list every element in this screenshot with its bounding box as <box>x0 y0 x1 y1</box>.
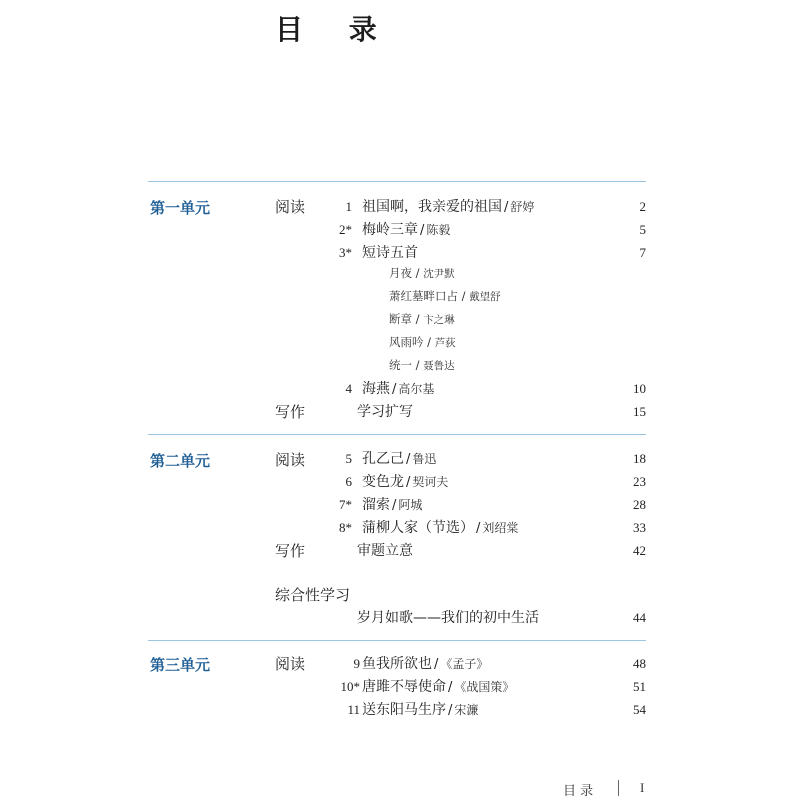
entry-title: 祖国啊，我亲爱的祖国 / 舒婷 <box>362 199 535 215</box>
category-writing: 写作 <box>275 542 306 560</box>
entry-page: 44 <box>633 610 646 625</box>
entry-number: 2* <box>339 222 352 237</box>
entry-title: 送东阳马生序 / 宋濂 <box>362 702 479 718</box>
entry-author: 陈毅 <box>426 223 451 237</box>
entry-page: 48 <box>633 656 646 671</box>
subpoem-author: 卞之琳 <box>423 314 455 326</box>
entry-number: 3* <box>339 245 352 260</box>
entry-page: 15 <box>633 404 646 419</box>
entry-page: 2 <box>639 199 646 214</box>
entry-title-text: 孔乙己 <box>362 451 404 467</box>
entry-number: 6 <box>345 474 352 489</box>
entry-page: 7 <box>639 245 646 260</box>
entry-page: 28 <box>633 497 646 512</box>
entry-title: 审题立意 <box>357 543 413 559</box>
subpoem-author: 聂鲁达 <box>423 360 455 372</box>
subpoem-title: 断章 <box>389 312 412 326</box>
unit-divider <box>148 181 646 182</box>
entry-number: 1 <box>345 199 352 214</box>
page-title: 目 录 <box>275 13 395 46</box>
footer-page-number: I <box>640 780 645 795</box>
entry-title-text: 短诗五首 <box>362 245 418 261</box>
entry-title: 变色龙 / 契诃夫 <box>362 474 449 490</box>
category-writing: 写作 <box>275 403 306 421</box>
entry-title: 溜索 / 阿城 <box>362 497 423 513</box>
entry-title: 学习扩写 <box>357 404 413 420</box>
entry-title-text: 鱼我所欲也 <box>362 656 432 672</box>
entry-title-text: 梅岭三章 <box>362 222 418 238</box>
subpoem-title: 月夜 <box>389 266 412 280</box>
footer-divider <box>618 780 619 796</box>
category-reading: 阅读 <box>275 198 306 216</box>
unit-divider <box>148 434 646 435</box>
entry-author: 高尔基 <box>398 382 435 396</box>
unit-heading-2: 第二单元 <box>150 452 211 470</box>
entry-page: 33 <box>633 520 646 535</box>
entry-title: 蒲柳人家（节选） / 刘绍棠 <box>362 520 519 536</box>
subpoem-item[interactable]: 月夜 / 沈尹默 <box>389 266 455 280</box>
entry-page: 23 <box>633 474 646 489</box>
entry-number: 5 <box>345 451 352 466</box>
entry-title-text: 蒲柳人家（节选） <box>362 520 474 536</box>
entry-page: 42 <box>633 543 646 558</box>
entry-title-text: 海燕 <box>362 381 390 397</box>
entry-number: 9 <box>353 656 360 671</box>
entry-author: 刘绍棠 <box>482 521 519 535</box>
subpoem-item[interactable]: 萧红墓畔口占 / 戴望舒 <box>389 289 501 303</box>
subpoem-author: 戴望舒 <box>469 291 501 303</box>
entry-author: 《孟子》 <box>440 657 489 671</box>
entry-number: 10* <box>340 679 360 694</box>
entry-author: 《战国策》 <box>454 680 515 694</box>
entry-author: 契诃夫 <box>412 475 449 489</box>
category-reading: 阅读 <box>275 451 306 469</box>
entry-author: 宋濂 <box>454 703 479 717</box>
category-reading: 阅读 <box>275 655 306 673</box>
entry-number: 11 <box>347 702 360 717</box>
entry-title-text: 变色龙 <box>362 474 404 490</box>
entry-number: 4 <box>345 381 352 396</box>
entry-author: 鲁迅 <box>412 452 437 466</box>
entry-title: 岁月如歌——我们的初中生活 <box>357 610 539 626</box>
entry-number: 8* <box>339 520 352 535</box>
entry-title: 鱼我所欲也 / 《孟子》 <box>362 656 489 672</box>
entry-title-text: 送东阳马生序 <box>362 702 446 718</box>
entry-page: 5 <box>639 222 646 237</box>
subpoem-author: 沈尹默 <box>423 268 455 280</box>
subpoem-item[interactable]: 断章 / 卞之琳 <box>389 312 455 326</box>
subpoem-author: 芦荻 <box>434 337 456 349</box>
entry-title: 孔乙己 / 鲁迅 <box>362 451 437 467</box>
footer-label: 目 录 <box>563 784 594 799</box>
unit-heading-1: 第一单元 <box>150 199 211 217</box>
entry-page: 18 <box>633 451 646 466</box>
subpoem-item[interactable]: 风雨吟 / 芦荻 <box>389 335 456 349</box>
unit-divider <box>148 640 646 641</box>
subpoem-item[interactable]: 统一 / 聂鲁达 <box>389 358 455 372</box>
entry-title: 梅岭三章 / 陈毅 <box>362 222 451 238</box>
entry-page: 10 <box>633 381 646 396</box>
subpoem-title: 萧红墓畔口占 <box>389 289 458 303</box>
entry-title <box>362 242 418 262</box>
unit-heading-3: 第三单元 <box>150 656 211 674</box>
entry-title-text: 祖国啊，我亲爱的祖国 <box>362 199 502 215</box>
entry-number: 7* <box>339 497 352 512</box>
entry-title: 海燕 / 高尔基 <box>362 381 435 397</box>
entry-page: 51 <box>633 679 646 694</box>
entry-title-text: 唐雎不辱使命 <box>362 679 446 695</box>
entry-author: 舒婷 <box>510 200 535 214</box>
category-integrated: 综合性学习 <box>275 586 351 604</box>
subpoem-title: 风雨吟 <box>389 335 424 349</box>
subpoem-title: 统一 <box>389 358 412 372</box>
entry-page: 54 <box>633 702 646 717</box>
entry-title-text: 溜索 <box>362 497 390 513</box>
entry-title: 唐雎不辱使命 / 《战国策》 <box>362 679 515 695</box>
entry-author: 阿城 <box>398 498 423 512</box>
